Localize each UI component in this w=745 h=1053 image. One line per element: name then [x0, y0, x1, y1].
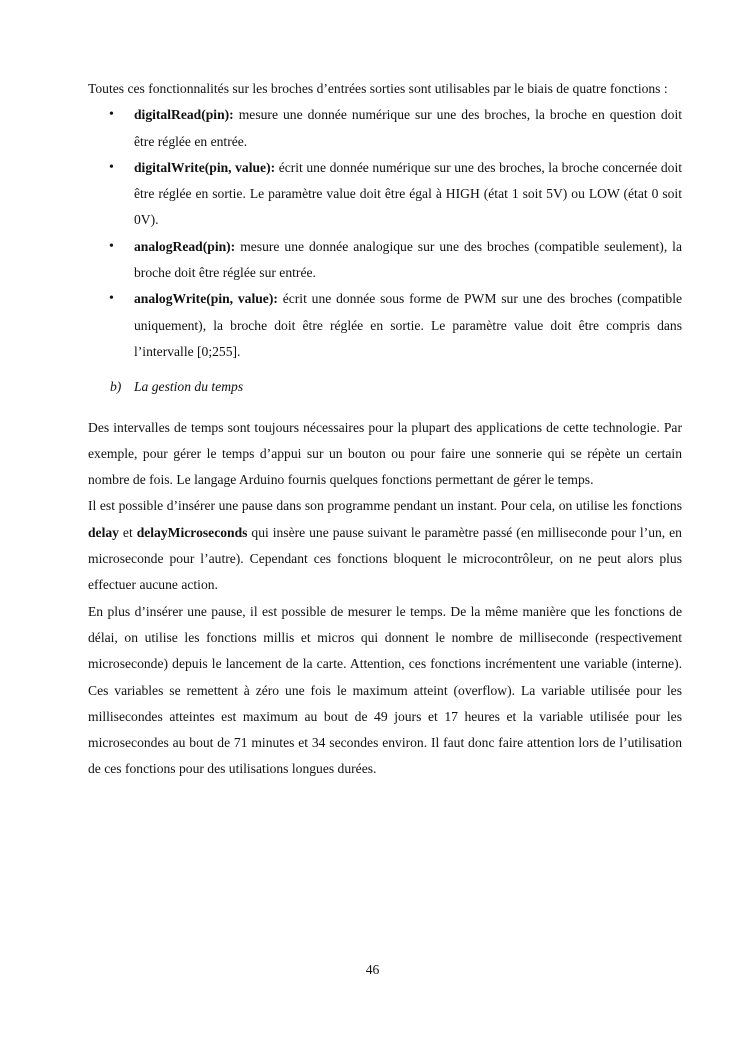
paragraph-text: qui insère une pause suivant le paramètre passé (en milliseconde pour l’un, en microseconde pour l’autre). Cependant ces fonctions bloquent le microcontrôleur, on ne peut alors plus effectuer aucune action. — [88, 524, 682, 593]
function-description: mesure une donnée numérique sur une des broches, la broche en question doit être réglée en entrée. — [134, 107, 682, 149]
list-item — [134, 102, 682, 155]
body-paragraph-2 — [88, 493, 682, 598]
page-content — [88, 76, 682, 783]
body-paragraph-1: Des intervalles de temps sont toujours nécessaires pour la plupart des applications de cette technologie. Par exemple, pour gérer le temps d’appui sur un bouton ou pour faire une sonnerie qui se répète un certain nombre de fois. Le langage Arduino fournis quelques fonctions permettant de gérer le temps. — [88, 419, 682, 488]
list-item — [134, 286, 682, 365]
function-name: digitalWrite(pin, value): — [134, 159, 276, 175]
paragraph-text: Il est possible d’insérer une pause dans son programme pendant un instant. Pour cela, on utilise les fonctions — [88, 498, 682, 514]
function-list — [88, 102, 682, 365]
function-name: digitalRead(pin): — [134, 107, 234, 123]
paragraph-text: et — [122, 524, 133, 540]
section-heading — [88, 374, 682, 400]
function-name-delay: delay — [88, 524, 119, 540]
section-number: b) — [110, 379, 122, 395]
body-paragraph-3: En plus d’insérer une pause, il est possible de mesurer le temps. De la même manière que les fonctions de délai, on utilise les fonctions millis et micros qui donnent le nombre de milliseconde (respectivement microseconde) depuis le lancement de la carte. Attention, ces fonctions incrémentent une variable (interne). Ces variables se remettent à zéro une fois le maximum atteint (overflow). La variable utilisée pour les millisecondes atteintes est maximum au bout de 49 jours et 17 heures et la variable utilisée pour les microsecondes au bout de 71 minutes et 34 secondes environ. Il faut donc faire attention lors de l’utilisation de ces fonctions pour des utilisations longues durées. — [88, 603, 682, 777]
function-name: analogRead(pin): — [134, 238, 236, 254]
page-number: 46 — [365, 962, 380, 977]
function-description: écrit une donnée numérique sur une des broches, la broche concernée doit être réglée en sortie. Le paramètre value doit être égal à HIGH (état 1 soit 5V) ou LOW (état 0 soit 0V). — [134, 159, 682, 228]
list-item — [134, 155, 682, 234]
function-name-delay-microseconds: delayMicroseconds — [136, 524, 248, 540]
function-description: mesure une donnée analogique sur une des broches (compatible seulement), la broche doit être réglée sur entrée. — [134, 238, 682, 281]
list-item — [134, 234, 682, 287]
function-description: écrit une donnée sous forme de PWM sur une des broches (compatible uniquement), la broche doit être réglée en sortie. Le paramètre value doit être compris dans l’intervalle [0;255]. — [134, 291, 683, 359]
function-name: analogWrite(pin, value): — [134, 291, 278, 307]
intro-paragraph: Toutes ces fonctionnalités sur les broches d’entrées sorties sont utilisables par le biais de quatre fonctions : — [88, 81, 668, 96]
section-title: La gestion du temps — [134, 379, 244, 395]
